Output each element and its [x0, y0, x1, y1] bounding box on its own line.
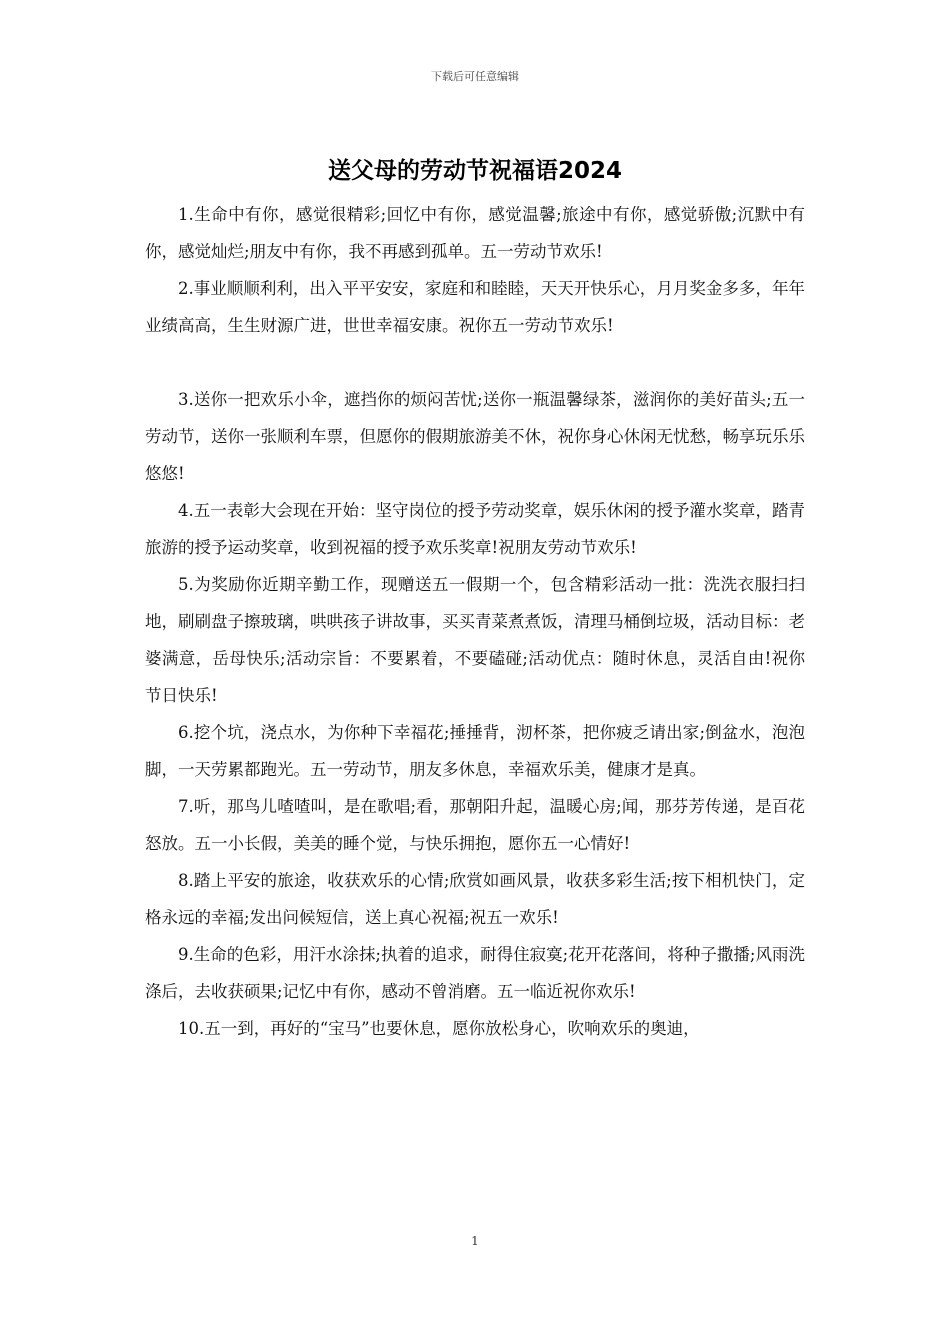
paragraph-7: 7.听，那鸟儿喳喳叫，是在歌唱;看，那朝阳升起，温暖心房;闻，那芬芳传递，是百花怒放。五一小长假，美美的睡个觉，与快乐拥抱，愿你五一心情好! — [145, 797, 805, 853]
document-body — [145, 196, 805, 1047]
paragraph-8: 8.踏上平安的旅途，收获欢乐的心情;欣赏如画风景，收获多彩生活;按下相机快门，定格永远的幸福;发出问候短信，送上真心祝福;祝五一欢乐! — [145, 871, 805, 927]
paragraph-9: 9.生命的色彩，用汗水涂抹;执着的追求，耐得住寂寞;花开花落间，将种子撒播;风雨洗涤后，去收获硕果;记忆中有你，感动不曾消磨。五一临近祝你欢乐! — [145, 945, 805, 1001]
paragraph-6: 6.挖个坑，浇点水，为你种下幸福花;捶捶背，沏杯茶，把你疲乏请出家;倒盆水，泡泡脚，一天劳累都跑光。五一劳动节，朋友多休息，幸福欢乐美，健康才是真。 — [145, 723, 805, 779]
paragraph-3: 3.送你一把欢乐小伞，遮挡你的烦闷苦忧;送你一瓶温馨绿茶，滋润你的美好苗头;五一劳动节，送你一张顺利车票，但愿你的假期旅游美不休，祝你身心休闲无忧愁，畅享玩乐乐悠悠! — [145, 390, 805, 483]
document-title: 送父母的劳动节祝福语2024 — [327, 158, 622, 184]
paragraph-5: 5.为奖励你近期辛勤工作，现赠送五一假期一个，包含精彩活动一批：洗洗衣服扫扫地，刷刷盘子擦玻璃，哄哄孩子讲故事，买买青菜煮煮饭，清理马桶倒垃圾，活动目标：老婆满意，岳母快乐;活动宗旨：不要累着，不要磕碰;活动优点：随时休息，灵活自由!祝你节日快乐! — [145, 575, 805, 705]
header-note: 下载后可任意编辑 — [431, 70, 519, 83]
paragraph-4: 4.五一表彰大会现在开始：坚守岗位的授予劳动奖章，娱乐休闲的授予灌水奖章，踏青旅游的授予运动奖章，收到祝福的授予欢乐奖章!祝朋友劳动节欢乐! — [145, 501, 805, 557]
paragraph-1: 1.生命中有你，感觉很精彩;回忆中有你，感觉温馨;旅途中有你，感觉骄傲;沉默中有你，感觉灿烂;朋友中有你，我不再感到孤单。五一劳动节欢乐! — [145, 205, 805, 261]
page-number: 1 — [471, 1234, 479, 1248]
paragraph-2: 2.事业顺顺利利，出入平平安安，家庭和和睦睦，天天开快乐心，月月奖金多多，年年业绩高高，生生财源广进，世世幸福安康。祝你五一劳动节欢乐! — [145, 279, 805, 335]
paragraph-10: 10.五一到，再好的“宝马”也要休息，愿你放松身心，吹响欢乐的奥迪， — [178, 1019, 700, 1038]
